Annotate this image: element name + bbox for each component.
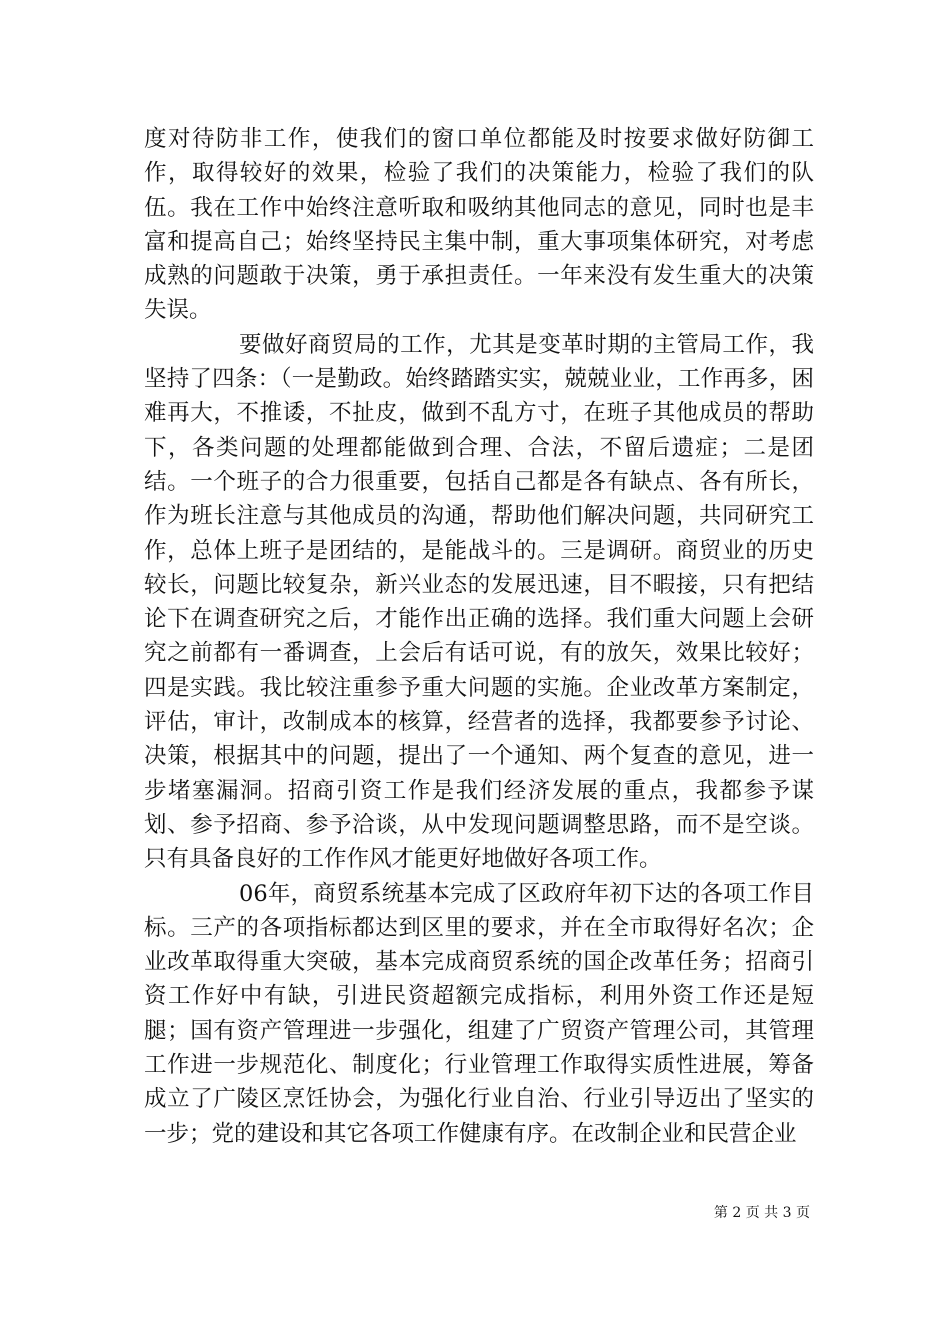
paragraph-2: 要做好商贸局的工作，尤其是变革时期的主管局工作，我坚持了四条：（一是勤政。始终踏踏实实，兢兢业业，工作再多，困难再大，不推诿，不扯皮，做到不乱方寸，在班子其他成员的帮助下，各类问题的处理都能做到合理、合法，不留后遗症；二是团结。一个班子的合力很重要，包括自己都是各有缺点、各有所长，作为班长注意与其他成员的沟通，帮助他们解决问题，共同研究工作，总体上班子是团结的，是能战斗的。三是调研。商贸业的历史较长，问题比较复杂，新兴业态的发展迅速，目不暇接，只有把结论下在调查研究之后，才能作出正确的选择。我们重大问题上会研究之前都有一番调查，上会后有话可说，有的放矢，效果比较好；四是实践。我比较注重参予重大问题的实施。企业改革方案制定，评估，审计，改制成本的核算，经营者的选择，我都要参予讨论、决策，根据其中的问题，提出了一个通知、两个复查的意见，进一步堵塞漏洞。招商引资工作是我们经济发展的重点，我都参予谋划、参予招商、参予洽谈，从中发现问题调整思路，而不是空谈。只有具备良好的工作作风才能更好地做好各项工作。 bbox=[144, 331, 814, 873]
paragraph-3: 06年，商贸系统基本完成了区政府年初下达的各项工作目标。三产的各项指标都达到区里的要求，并在全市取得好名次；企业改革取得重大突破，基本完成商贸系统的国企改革任务；招商引资工作好中有缺，引进民资超额完成指标，利用外资工作还是短腿；国有资产管理进一步强化，组建了广贸资产管理公司，其管理工作进一步规范化、制度化；行业管理工作取得实质性进展，筹备成立了广陵区烹饪协会，为强化行业自治、行业引导迈出了坚实的一步；党的建设和其它各项工作健康有序。在改制企业和民营企业 bbox=[144, 880, 814, 1147]
document-body bbox=[144, 122, 814, 1151]
page-number-footer: 第 2 页 共 3 页 bbox=[713, 1205, 810, 1221]
paragraph-1: 度对待防非工作，使我们的窗口单位都能及时按要求做好防御工作，取得较好的效果，检验了我们的决策能力，检验了我们的队伍。我在工作中始终注意听取和吸纳其他同志的意见，同时也是丰富和提高自己；始终坚持民主集中制，重大事项集体研究，对考虑成熟的问题敢于决策，勇于承担责任。一年来没有发生重大的决策失误。 bbox=[144, 126, 814, 324]
